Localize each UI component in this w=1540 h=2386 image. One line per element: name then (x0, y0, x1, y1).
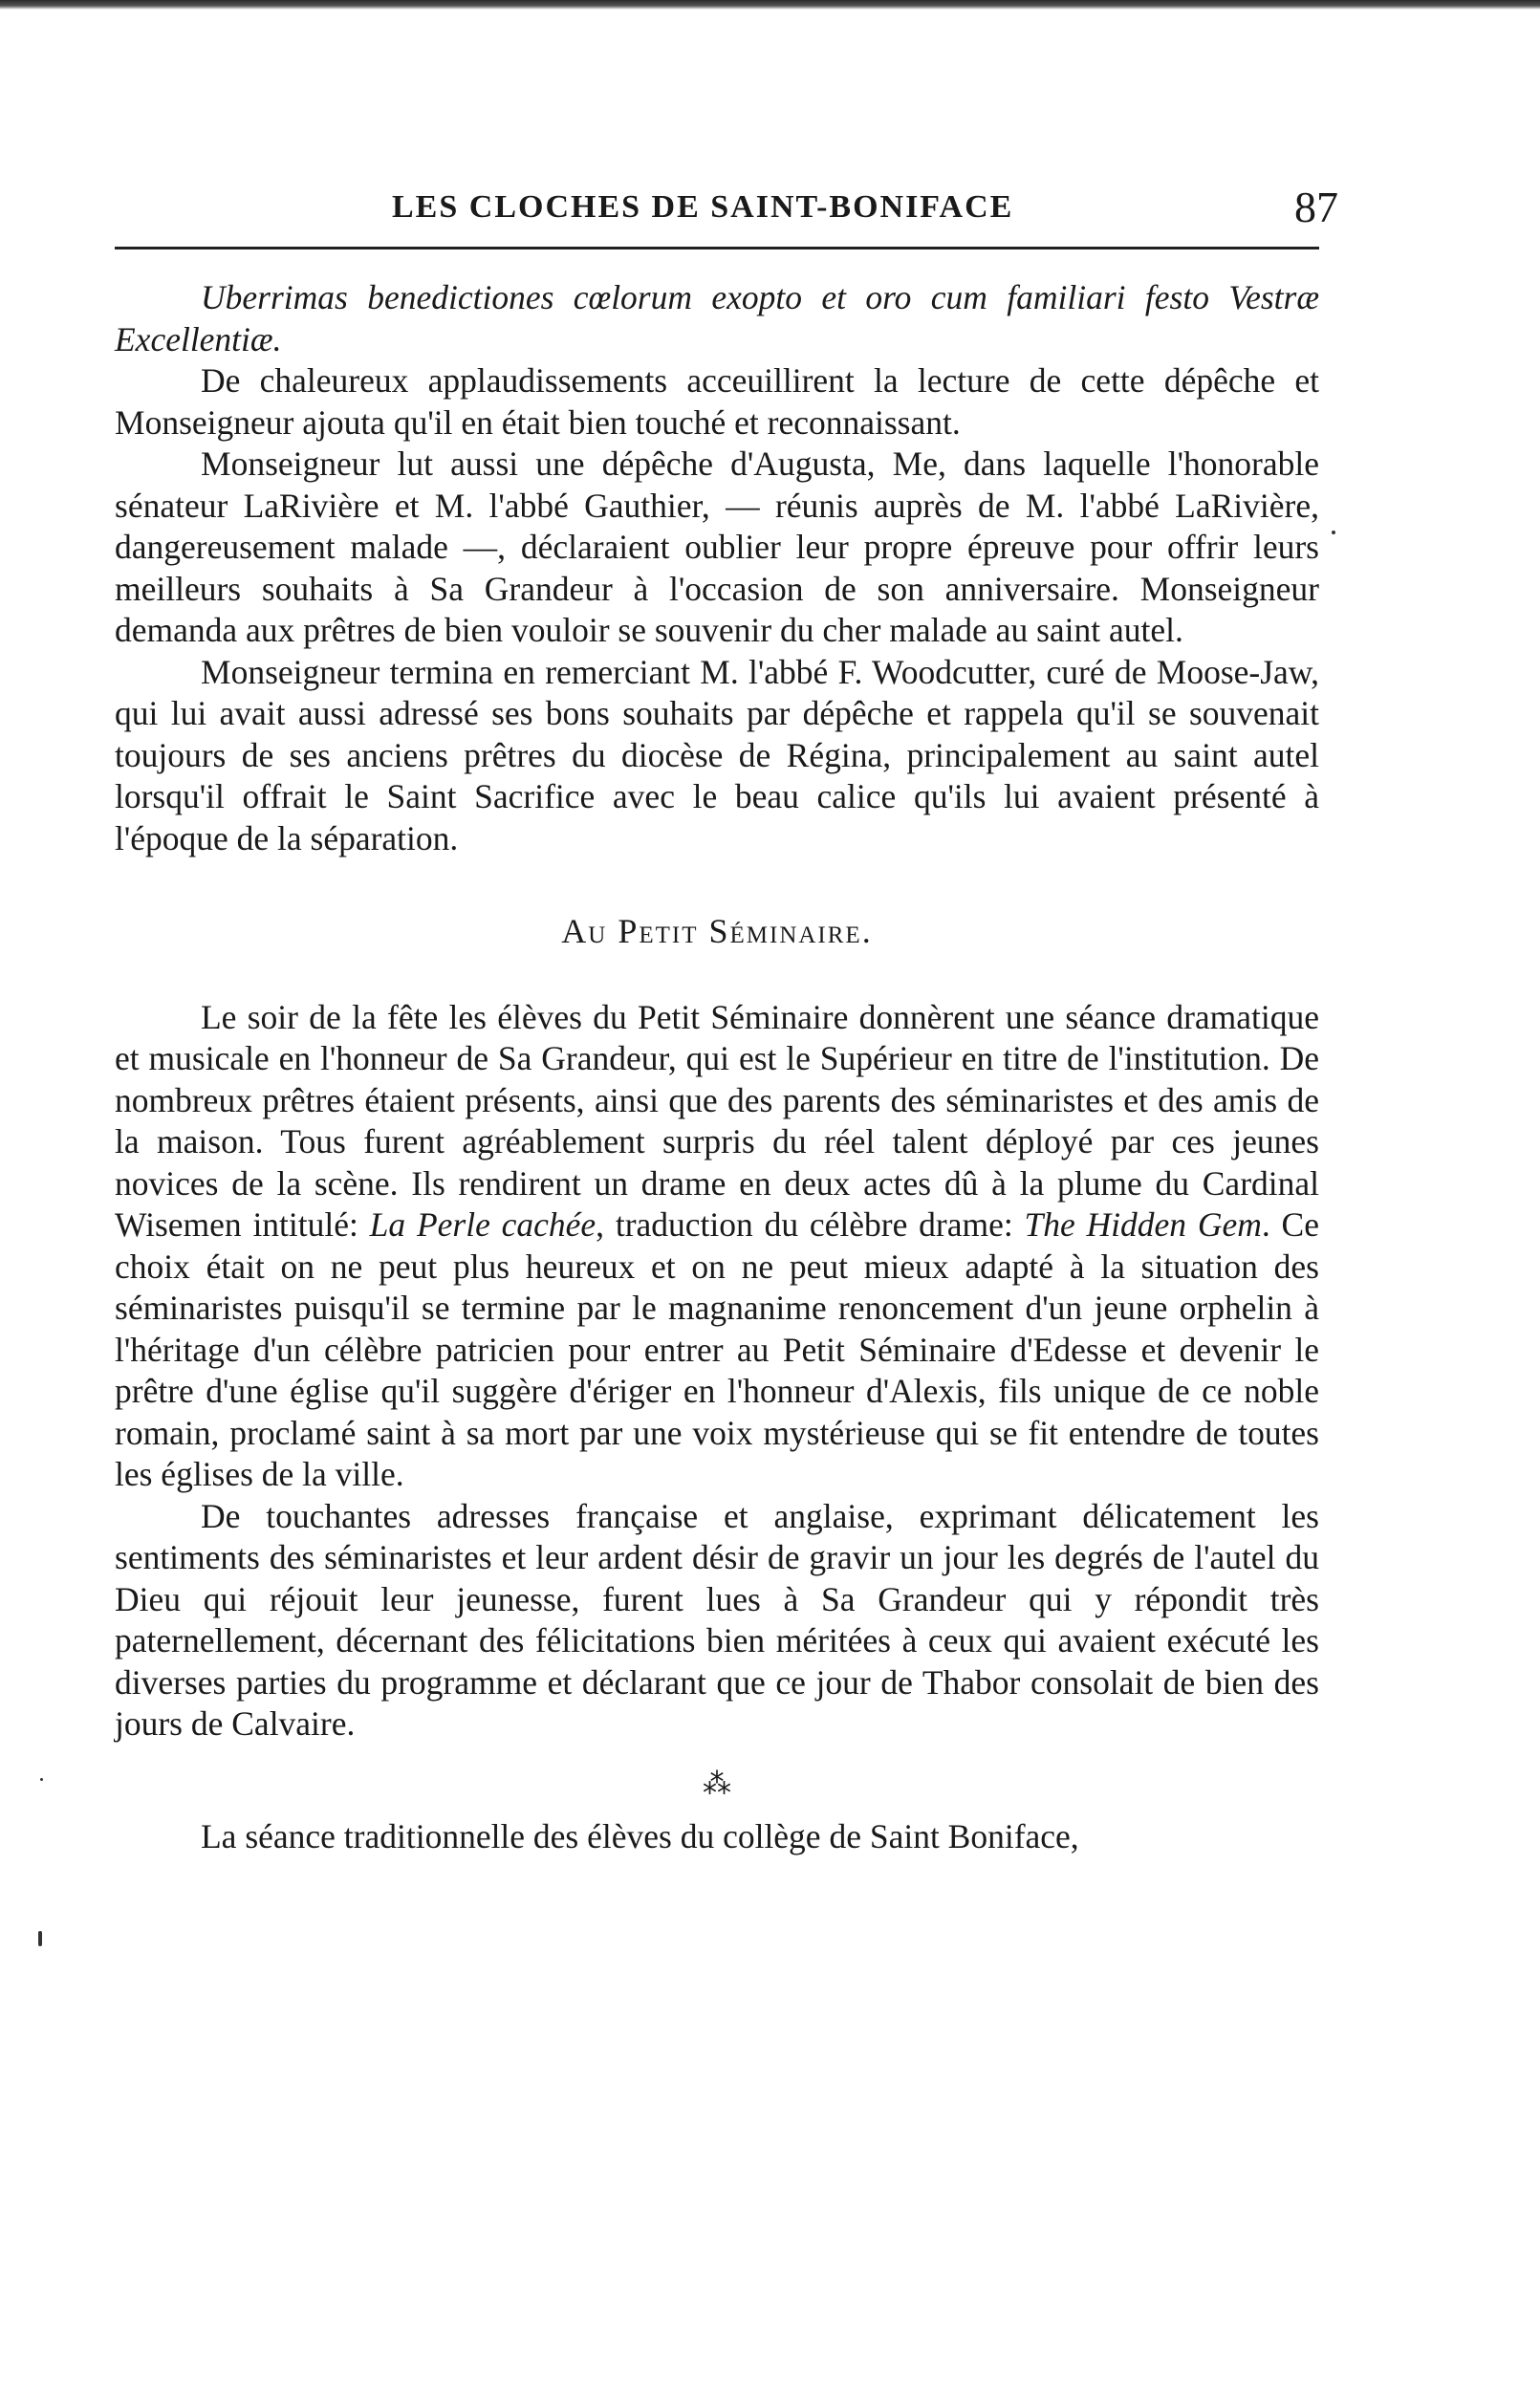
title-perle-cachee: La Perle cachée (369, 1205, 596, 1244)
paragraph-college-seance: La séance traditionnelle des élèves du collège de Saint Boniface, (201, 1816, 1079, 1855)
header-rule (115, 247, 1319, 249)
running-head (115, 182, 1338, 239)
seance-text-3: . Ce choix était on ne peut plus heureux et on ne peut mieux adapté à la situation des séminaristes puisqu'il se termine par le magnanime renoncement d'un jeune orphelin à l'héritage d'un célèbre patricien pour entrer au Petit Séminaire d'Edesse et devenir le prêtre d'une église qu'il suggère d'ériger en l'honneur d'Alexis, fils unique de ce noble romain, proclamé saint à sa mort par une voix mystérieuse qui se fit entendre de toutes les églises de la ville. (115, 1205, 1319, 1493)
scan-speck (1332, 531, 1335, 534)
paragraph-seance (115, 997, 1319, 1496)
section-heading: Au Petit Séminaire. (561, 912, 873, 950)
scan-speck (38, 1931, 42, 1946)
body-text (115, 277, 1319, 1857)
running-title: LES CLOCHES DE SAINT-BONIFACE (392, 189, 1014, 225)
paragraph-applause: De chaleureux applaudissements acceuillirent la lecture de cette dépêche et Monseigneur ajouta qu'il en était bien touché et reconnaissant. (115, 361, 1319, 442)
paragraph-woodcutter: Monseigneur termina en remerciant M. l'abbé F. Woodcutter, curé de Moose-Jaw, qui lui avait aussi adressé ses bons souhaits par dépêche et rappela qu'il se souvenait toujours de ses anciens prêtres du diocèse de Régina, principalement au saint autel lorsqu'il offrait le Saint Sacrifice avec le beau calice qu'ils lui avaient présenté à l'époque de la séparation. (115, 652, 1319, 857)
paragraph-addresses: De touchantes adresses française et anglaise, exprimant délicatement les sentiments des séminaristes et leur ardent désir de gravir un jour les degrés de l'autel du Dieu qui réjouit leur jeunesse, furent lues à Sa Grandeur qui y répondit très paternellement, décernant des félicitations bien méritées à ceux qui avaient exécuté les diverses parties du programme et déclarant que ce jour de Thabor consolait de bien des jours de Calvaire. (115, 1496, 1319, 1743)
seance-text-2: , traduction du célèbre drame: (596, 1205, 1025, 1244)
paragraph-augusta-dispatch: Monseigneur lut aussi une dépêche d'Augusta, Me, dans laquelle l'honorable sénateur LaRivière et M. l'abbé Gauthier, — réunis auprès de M. l'abbé LaRivière, dangereusement malade —, déclaraient oublier leur propre épreuve pour offrir leurs meilleurs souhaits à Sa Grandeur à l'occasion de son anniversaire. Monseigneur demanda aux prêtres de bien vouloir se souvenir du cher malade au saint autel. (115, 445, 1319, 649)
latin-quote: Uberrimas benedictiones cœlorum exopto et oro cum familiari festo Vestræ Excellentiæ. (115, 278, 1319, 358)
asterism: ⁂ (703, 1768, 731, 1800)
page-number: 87 (1294, 183, 1338, 231)
scan-speck (40, 1778, 43, 1781)
page-top-edge (0, 0, 1540, 10)
seance-text-1: Le soir de la fête les élèves du Petit Séminaire donnèrent une séance dramatique et musicale en l'honneur de Sa Grandeur, qui est le Supérieur en titre de l'institution. De nombreux prêtres étaient présents, ainsi que des parents des séminaristes et des amis de la maison. Tous furent agréablement surpris du réel talent déployé par ces jeunes novices de la scène. Ils rendirent un drame en deux actes dû à la plume du Cardinal Wisemen intitulé: (115, 997, 1319, 1244)
title-hidden-gem: The Hidden Gem (1024, 1205, 1262, 1244)
